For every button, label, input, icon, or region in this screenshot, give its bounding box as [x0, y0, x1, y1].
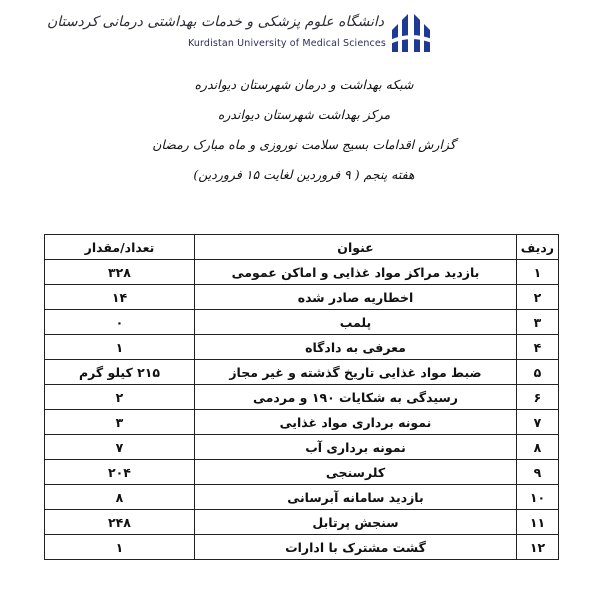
table-row [45, 460, 559, 485]
row-number: ۶ [517, 385, 559, 410]
row-title: گشت مشترک با ادارات [195, 535, 517, 560]
row-title: ضبط مواد غذایی تاریخ گذشته و غیر مجاز [195, 360, 517, 385]
row-number: ۱ [517, 260, 559, 285]
row-title: معرفی به دادگاه [195, 335, 517, 360]
table-row [45, 535, 559, 560]
row-number: ۱۰ [517, 485, 559, 510]
table-row [45, 285, 559, 310]
row-quantity: ۷ [45, 435, 195, 460]
row-number: ۵ [517, 360, 559, 385]
row-number: ۸ [517, 435, 559, 460]
row-number: ۹ [517, 460, 559, 485]
row-quantity: ۱ [45, 335, 195, 360]
heading-network: شبکه بهداشت و درمان شهرستان دیواندره [194, 77, 414, 92]
table-header-row [45, 235, 559, 260]
university-logo [46, 8, 450, 58]
row-title: رسیدگی به شکایات ۱۹۰ و مردمی [195, 385, 517, 410]
row-title: بازدید مراکز مواد غذایی و اماکن عمومی [195, 260, 517, 285]
row-title: پلمب [195, 310, 517, 335]
row-title: نمونه برداری آب [195, 435, 517, 460]
row-quantity: ۲۴۸ [45, 510, 195, 535]
table-row [45, 385, 559, 410]
row-quantity: ۸ [45, 485, 195, 510]
row-number: ۴ [517, 335, 559, 360]
row-number: ۳ [517, 310, 559, 335]
table-row [45, 335, 559, 360]
university-name-en: Kurdistan University of Medical Sciences [187, 38, 386, 49]
row-quantity: ۳۲۸ [45, 260, 195, 285]
row-quantity: ۱ [45, 535, 195, 560]
university-emblem-icon [388, 12, 436, 54]
row-quantity: ۰ [45, 310, 195, 335]
table-row [45, 260, 559, 285]
row-title: کلرسنجی [195, 460, 517, 485]
heading-week: هفته پنجم ( ۹ فروردین لغایت ۱۵ فروردین) [193, 167, 415, 182]
table-row [45, 435, 559, 460]
report-heading [60, 70, 548, 190]
heading-center: مرکز بهداشت شهرستان دیواندره [217, 107, 391, 122]
row-quantity: ۲۰۴ [45, 460, 195, 485]
heading-report-title: گزارش اقدامات بسیج سلامت نوروزی و ماه مبارک رمضان [152, 137, 456, 152]
row-number: ۲ [517, 285, 559, 310]
row-number: ۷ [517, 410, 559, 435]
table-row [45, 485, 559, 510]
header-quantity: تعداد/مقدار [45, 235, 195, 260]
header-row-number: ردیف [517, 235, 559, 260]
row-quantity: ۳ [45, 410, 195, 435]
table-row [45, 510, 559, 535]
row-title: سنجش پرتابل [195, 510, 517, 535]
row-title: بازدید سامانه آبرسانی [195, 485, 517, 510]
row-quantity: ۲۱۵ کیلو گرم [45, 360, 195, 385]
row-number: ۱۲ [517, 535, 559, 560]
table-row [45, 360, 559, 385]
row-title: نمونه برداری مواد غذایی [195, 410, 517, 435]
table-row [45, 410, 559, 435]
row-title: اخطاریه صادر شده [195, 285, 517, 310]
row-quantity: ۱۴ [45, 285, 195, 310]
row-number: ۱۱ [517, 510, 559, 535]
header-title: عنوان [195, 235, 517, 260]
row-quantity: ۲ [45, 385, 195, 410]
report-table [44, 234, 559, 560]
university-name-fa: دانشگاه علوم پزشکی و خدمات بهداشتی درمانی کردستان [46, 14, 384, 30]
table-row [45, 310, 559, 335]
